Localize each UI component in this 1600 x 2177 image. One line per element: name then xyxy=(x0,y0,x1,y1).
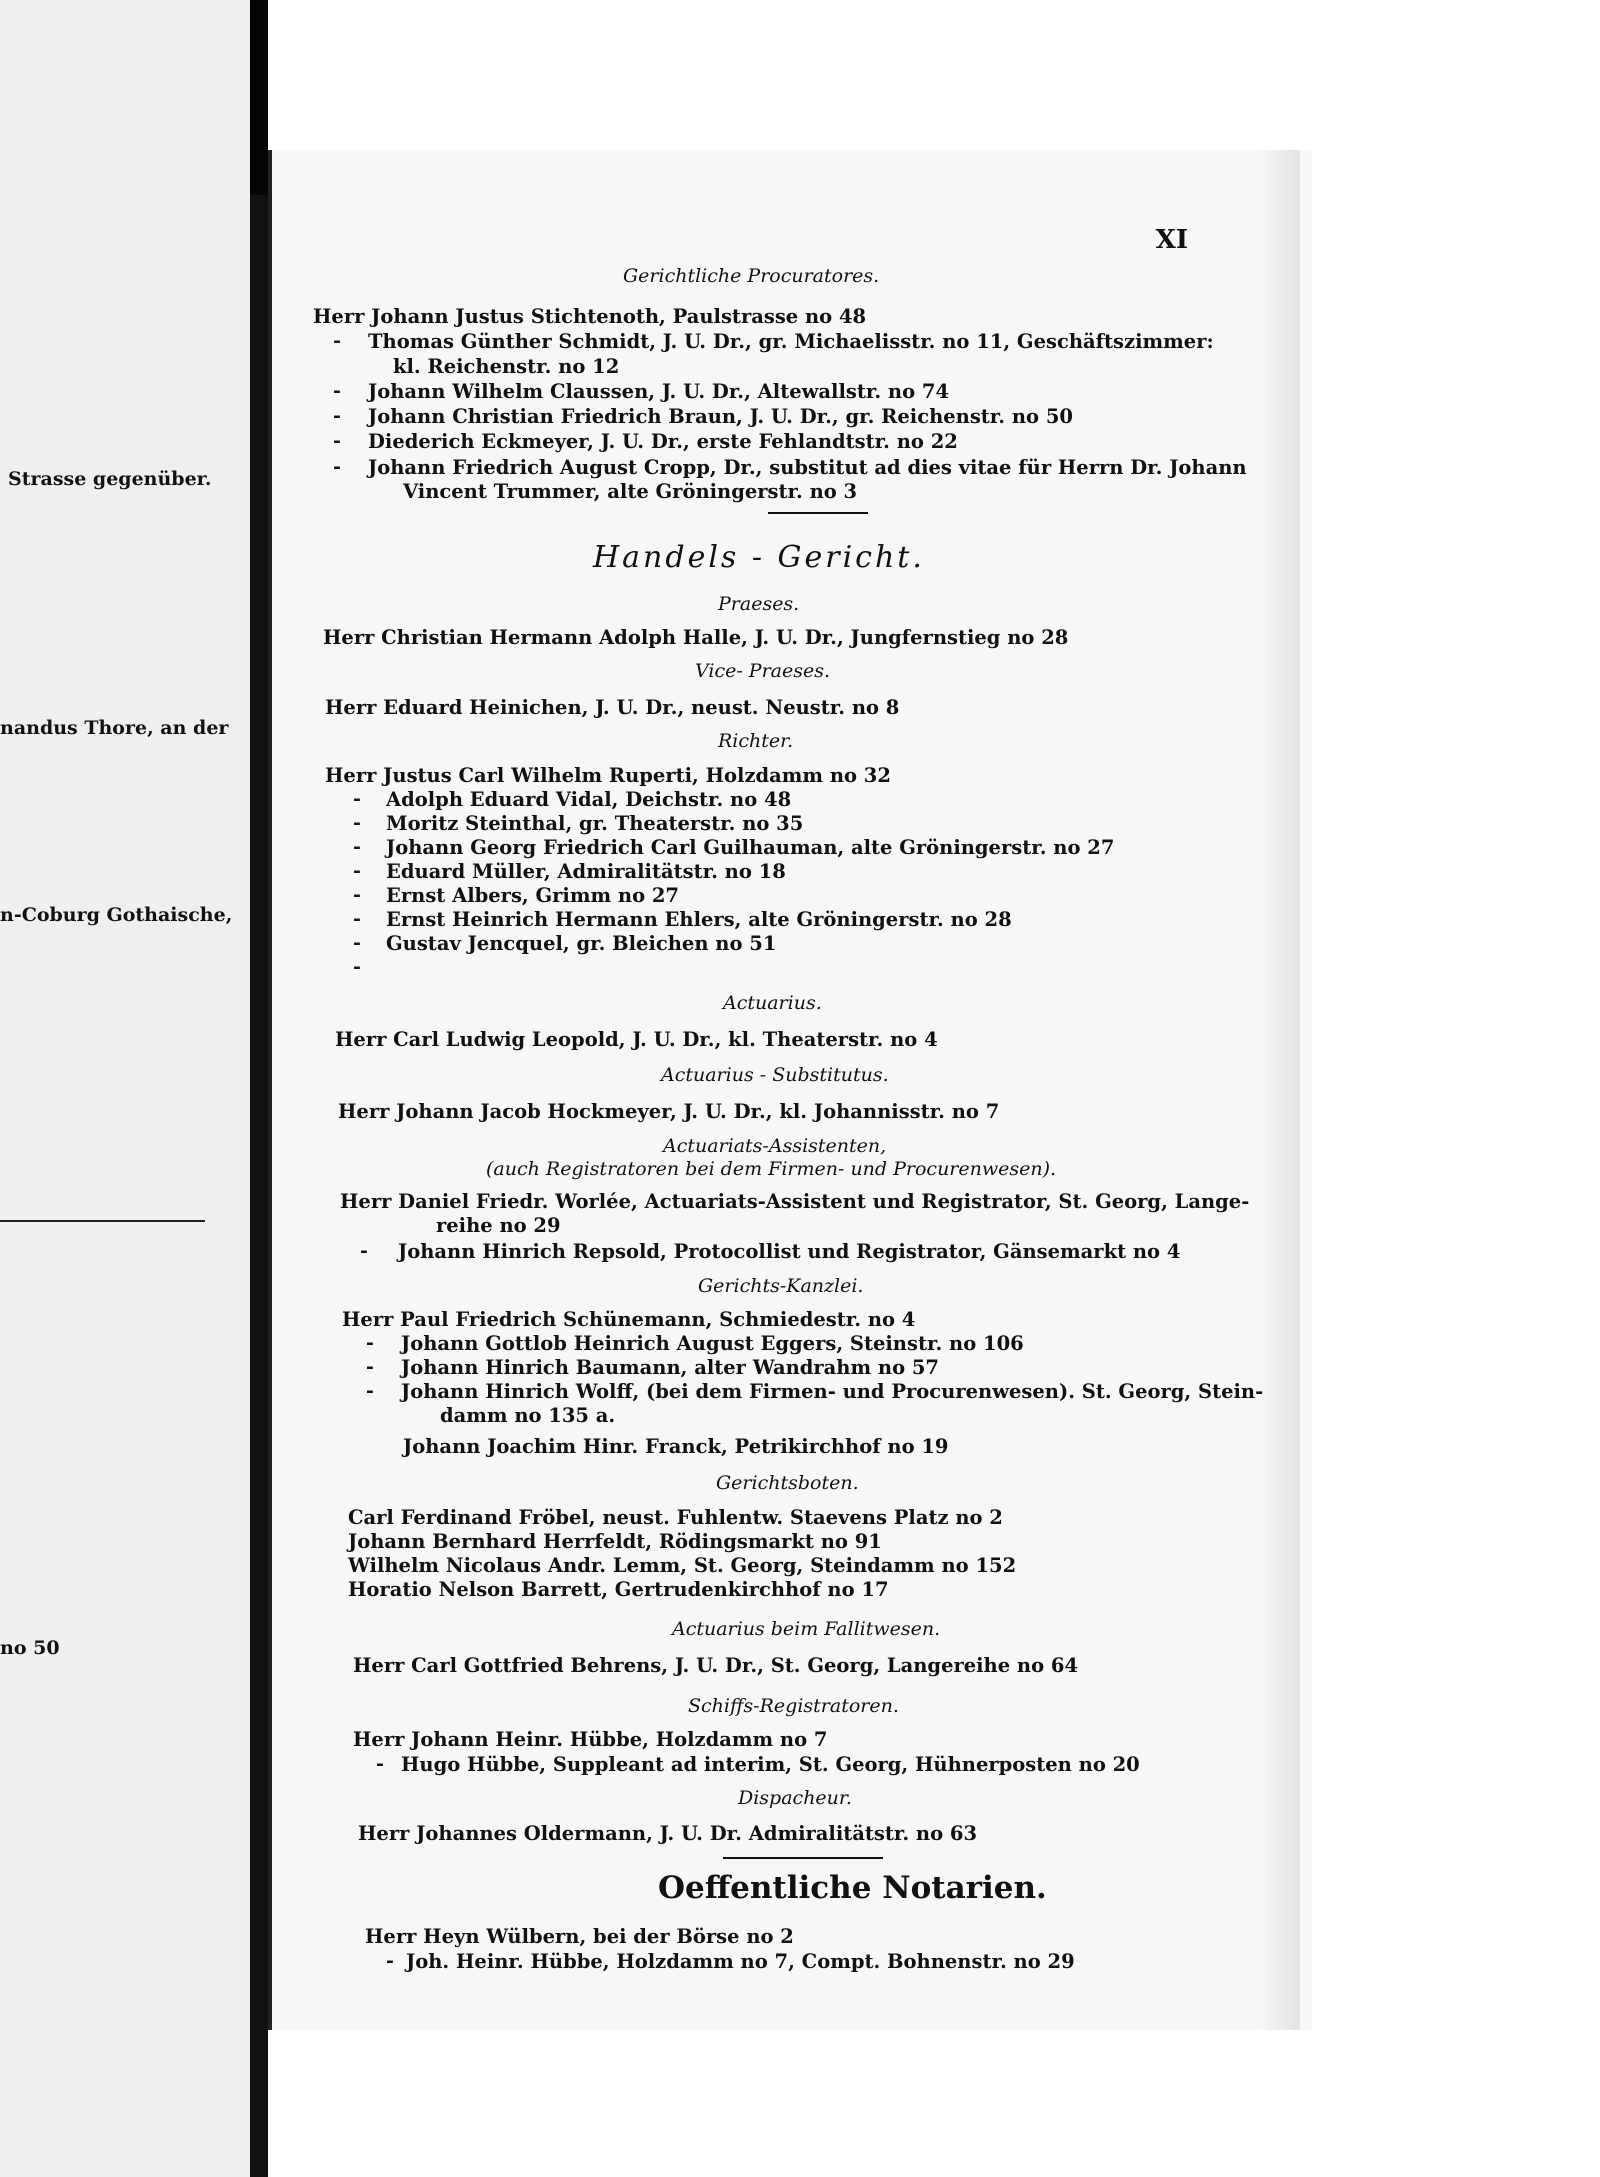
entry-line: Eduard Müller, Admiralitätstr. no 18 xyxy=(386,860,786,883)
ditto-dash: - xyxy=(333,405,341,427)
book-spine xyxy=(250,0,268,2177)
entry-line: Gustav Jencquel, gr. Bleichen no 51 xyxy=(386,932,777,955)
section-title-handelsgericht: Handels - Gericht. xyxy=(593,540,925,575)
entry-line: Johann Friedrich August Cropp, Dr., substitut ad dies vitae für Herrn Dr. Johann xyxy=(368,456,1247,479)
ditto-dash: - xyxy=(360,1240,368,1262)
entry-line: Hugo Hübbe, Suppleant ad interim, St. Georg, Hühnerposten no 20 xyxy=(401,1753,1140,1776)
ditto-dash: - xyxy=(353,884,361,906)
entry-line: Wilhelm Nicolaus Andr. Lemm, St. Georg, Steindamm no 152 xyxy=(348,1554,1017,1577)
subheading-praeses: Praeses. xyxy=(718,593,800,615)
left-page-strip xyxy=(0,0,262,2177)
entry-line: Moritz Steinthal, gr. Theaterstr. no 35 xyxy=(386,812,804,835)
entry-line: Johann Joachim Hinr. Franck, Petrikirchhof no 19 xyxy=(403,1435,949,1458)
ditto-dash: - xyxy=(366,1356,374,1378)
ditto-dash: - xyxy=(333,330,341,352)
ditto-dash: - xyxy=(353,908,361,930)
entry-line: reihe no 29 xyxy=(436,1214,561,1237)
subheading-gerichts-kanzlei: Gerichts-Kanzlei. xyxy=(698,1275,864,1297)
ditto-dash: - xyxy=(386,1950,394,1972)
subheading-actuarius-substitutus: Actuarius - Substitutus. xyxy=(661,1064,889,1086)
ditto-dash: - xyxy=(366,1380,374,1402)
entry-line: Diederich Eckmeyer, J. U. Dr., erste Fehlandtstr. no 22 xyxy=(368,430,958,453)
entry-line: damm no 135 a. xyxy=(440,1404,616,1427)
entry-line: Herr Johann Justus Stichtenoth, Paulstrasse no 48 xyxy=(313,305,867,328)
subheading-actuarius: Actuarius. xyxy=(723,992,822,1014)
entry-line: Herr Daniel Friedr. Worlée, Actuariats-Assistent und Registrator, St. Georg, Lange- xyxy=(340,1190,1250,1213)
ditto-dash: - xyxy=(333,380,341,402)
entry-line: kl. Reichenstr. no 12 xyxy=(393,355,620,378)
ditto-dash: - xyxy=(353,836,361,858)
entry-line: Herr Johann Jacob Hockmeyer, J. U. Dr., kl. Johannisstr. no 7 xyxy=(338,1100,1000,1123)
subheading-richter: Richter. xyxy=(718,730,794,752)
section-divider xyxy=(768,512,868,514)
entry-line: Johann Bernhard Herrfeldt, Rödingsmarkt no 91 xyxy=(348,1530,882,1553)
entry-line: Herr Christian Hermann Adolph Halle, J. U. Dr., Jungfernstieg no 28 xyxy=(323,626,1069,649)
entry-line: Johann Hinrich Repsold, Protocollist und Registrator, Gänsemarkt no 4 xyxy=(398,1240,1181,1263)
ditto-dash: - xyxy=(333,430,341,452)
entry-line: Herr Carl Ludwig Leopold, J. U. Dr., kl. Theaterstr. no 4 xyxy=(335,1028,938,1051)
ditto-dash: - xyxy=(353,932,361,954)
entry-line: Herr Heyn Wülbern, bei der Börse no 2 xyxy=(365,1925,794,1948)
subheading-vice-praeses: Vice- Praeses. xyxy=(695,660,831,682)
ditto-dash: - xyxy=(353,788,361,810)
entry-line: Thomas Günther Schmidt, J. U. Dr., gr. Michaelisstr. no 11, Geschäftszimmer: xyxy=(368,330,1214,353)
entry-line: Adolph Eduard Vidal, Deichstr. no 48 xyxy=(386,788,792,811)
entry-line: Carl Ferdinand Fröbel, neust. Fuhlentw. Staevens Platz no 2 xyxy=(348,1506,1003,1529)
subheading-schiffs-registratoren: Schiffs-Registratoren. xyxy=(688,1695,899,1717)
ditto-dash: - xyxy=(333,456,341,478)
subheading-fallitwesen: Actuarius beim Fallitwesen. xyxy=(672,1618,941,1640)
section-divider xyxy=(723,1857,883,1859)
entry-line: Herr Johann Heinr. Hübbe, Holzdamm no 7 xyxy=(353,1728,828,1751)
entry-line: Herr Paul Friedrich Schünemann, Schmiedestr. no 4 xyxy=(342,1308,916,1331)
entry-line: Herr Johannes Oldermann, J. U. Dr. Admiralitätstr. no 63 xyxy=(358,1822,978,1845)
entry-line: Johann Hinrich Baumann, alter Wandrahm no 57 xyxy=(401,1356,940,1379)
entry-line: Joh. Heinr. Hübbe, Holzdamm no 7, Compt. Bohnenstr. no 29 xyxy=(406,1950,1075,1973)
section-heading-procuratores: Gerichtliche Procuratores. xyxy=(623,265,880,287)
entry-line: Johann Hinrich Wolff, (bei dem Firmen- und Procurenwesen). St. Georg, Stein- xyxy=(401,1380,1264,1403)
left-page-rule xyxy=(0,1220,205,1222)
entry-line: Horatio Nelson Barrett, Gertrudenkirchhof no 17 xyxy=(348,1578,889,1601)
book-spine-top xyxy=(250,0,268,195)
entry-line: Johann Christian Friedrich Braun, J. U. Dr., gr. Reichenstr. no 50 xyxy=(368,405,1073,428)
entry-line: Herr Justus Carl Wilhelm Ruperti, Holzdamm no 32 xyxy=(325,764,891,787)
left-page-fragment: no 50 xyxy=(0,1637,60,1659)
left-page-fragment: Strasse gegenüber. xyxy=(8,468,212,490)
entry-line: Ernst Heinrich Hermann Ehlers, alte Gröningerstr. no 28 xyxy=(386,908,1012,931)
entry-line: Johann Gottlob Heinrich August Eggers, Steinstr. no 106 xyxy=(401,1332,1024,1355)
ditto-dash: - xyxy=(376,1753,384,1775)
entry-line: Johann Wilhelm Claussen, J. U. Dr., Altewallstr. no 74 xyxy=(368,380,950,403)
ditto-dash: - xyxy=(353,812,361,834)
ditto-dash: - xyxy=(353,956,361,978)
subheading-assistenten-note: (auch Registratoren bei dem Firmen- und Procurenwesen). xyxy=(486,1158,1057,1180)
entry-line: Vincent Trummer, alte Gröningerstr. no 3 xyxy=(403,480,858,503)
page-content xyxy=(268,150,1308,2030)
page-number: XI xyxy=(1155,225,1188,255)
subheading-dispacheur: Dispacheur. xyxy=(738,1787,852,1809)
entry-line: Johann Georg Friedrich Carl Guilhauman, alte Gröningerstr. no 27 xyxy=(386,836,1115,859)
left-page-fragment: n-Coburg Gothaische, xyxy=(0,904,233,926)
ditto-dash: - xyxy=(366,1332,374,1354)
ditto-dash: - xyxy=(353,860,361,882)
entry-line: Herr Eduard Heinichen, J. U. Dr., neust. Neustr. no 8 xyxy=(325,696,900,719)
left-page-fragment: nandus Thore, an der xyxy=(0,717,229,739)
subheading-actuariats-assistenten: Actuariats-Assistenten, xyxy=(663,1135,887,1157)
entry-line: Herr Carl Gottfried Behrens, J. U. Dr., St. Georg, Langereihe no 64 xyxy=(353,1654,1079,1677)
entry-line: Ernst Albers, Grimm no 27 xyxy=(386,884,679,907)
subheading-gerichtsboten: Gerichtsboten. xyxy=(716,1472,859,1494)
section-title-notarien: Oeffentliche Notarien. xyxy=(658,1870,1047,1906)
